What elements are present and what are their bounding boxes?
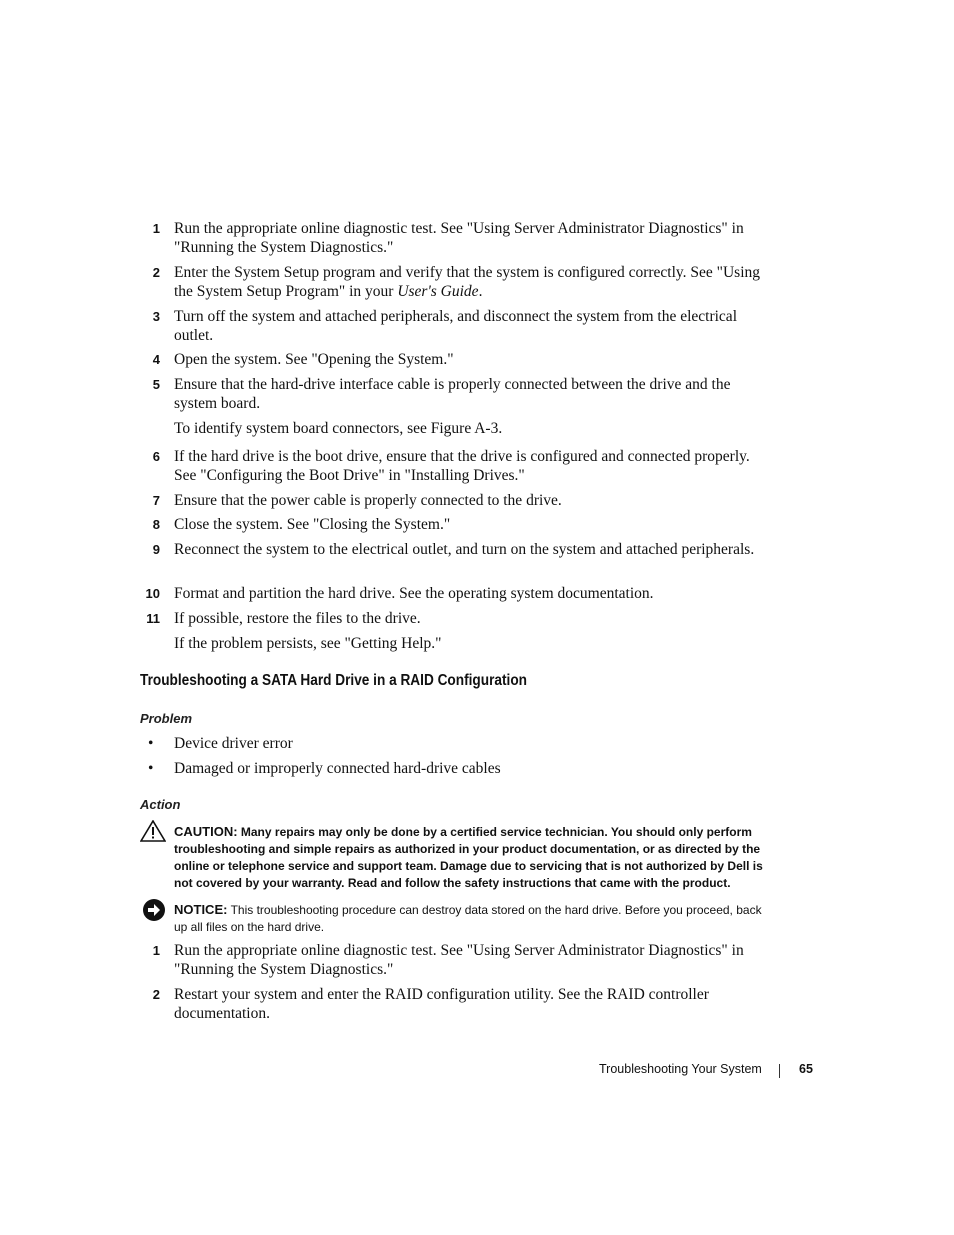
step-text: Restart your system and enter the RAID configuration utility. See the RAID controller documentation. bbox=[174, 986, 709, 1022]
list-item-text: Damaged or improperly connected hard-drive cables bbox=[174, 760, 501, 777]
step-number: 1 bbox=[152, 221, 160, 236]
step-number: 3 bbox=[152, 309, 160, 324]
problem-label: Problem bbox=[140, 711, 193, 726]
step-number: 2 bbox=[152, 987, 160, 1002]
caution-icon bbox=[140, 820, 166, 842]
notice-icon bbox=[142, 898, 166, 922]
section-title: Troubleshooting a SATA Hard Drive in a RAID Configuration bbox=[140, 672, 527, 689]
step-number: 5 bbox=[152, 377, 160, 392]
step-text: Turn off the system and attached peripherals, and disconnect the system from the electrical outlet. bbox=[174, 308, 737, 344]
notice-note bbox=[174, 901, 764, 936]
step-text bbox=[174, 263, 764, 301]
step-number: 11 bbox=[146, 611, 160, 626]
step-text: If possible, restore the files to the drive. bbox=[174, 610, 421, 627]
caution-label: CAUTION: bbox=[174, 824, 238, 839]
notice-text: This troubleshooting procedure can destroy data stored on the hard drive. Before you proceed, back up all files on the hard drive. bbox=[174, 903, 762, 934]
bullet-icon: • bbox=[148, 735, 154, 752]
footer-title: Troubleshooting Your System bbox=[599, 1062, 762, 1076]
step-number: 9 bbox=[152, 542, 160, 557]
step-number: 4 bbox=[152, 352, 160, 367]
step-text-part: Enter the System Setup program and verify that the system is configured correctly. See "Using the System Setup Program" in your bbox=[174, 264, 760, 300]
bullet-icon: • bbox=[148, 760, 154, 777]
step-number: 7 bbox=[152, 493, 160, 508]
page-number: 65 bbox=[799, 1062, 813, 1076]
caution-text: Many repairs may only be done by a certified service technician. You should only perform troubleshooting and simple repairs as authorized in your product documentation, or as directed by the online or telephone service and support team. Damage due to servicing that is not authorized by Dell is not covered by your warranty. Read and follow the safety instructions that came with the product. bbox=[174, 825, 763, 890]
step-text: If the hard drive is the boot drive, ensure that the drive is configured and connected properly. See "Configuring the Boot Drive" in "Installing Drives." bbox=[174, 448, 750, 484]
step-text: Reconnect the system to the electrical outlet, and turn on the system and attached peripherals. bbox=[174, 541, 755, 558]
users-guide-title: User's Guide bbox=[397, 283, 479, 300]
notice-label: NOTICE: bbox=[174, 902, 228, 917]
step-text: Run the appropriate online diagnostic test. See "Using Server Administrator Diagnostics" in "Running the System Diagnostics." bbox=[174, 220, 744, 256]
caution-note bbox=[174, 823, 764, 892]
step-number: 2 bbox=[152, 265, 160, 280]
step-number: 6 bbox=[152, 449, 160, 464]
step-text: Run the appropriate online diagnostic test. See "Using Server Administrator Diagnostics" in "Running the System Diagnostics." bbox=[174, 942, 744, 978]
step-text: Open the system. See "Opening the System." bbox=[174, 351, 454, 368]
step-number: 10 bbox=[145, 586, 160, 601]
step-number: 1 bbox=[152, 943, 160, 958]
action-label: Action bbox=[140, 797, 181, 812]
list-item-text: Device driver error bbox=[174, 735, 293, 752]
step-text: Ensure that the hard-drive interface cable is properly connected between the drive and the system board. bbox=[174, 376, 731, 412]
footer-divider bbox=[779, 1064, 780, 1078]
step-5-note: To identify system board connectors, see Figure A-3. bbox=[174, 420, 503, 437]
step-text-part: . bbox=[478, 283, 483, 300]
step-11-note: If the problem persists, see "Getting Help." bbox=[174, 635, 442, 652]
step-text: Ensure that the power cable is properly connected to the drive. bbox=[174, 492, 562, 509]
step-text: Format and partition the hard drive. See the operating system documentation. bbox=[174, 585, 654, 602]
step-text: Close the system. See "Closing the System." bbox=[174, 516, 451, 533]
step-number: 8 bbox=[152, 517, 160, 532]
